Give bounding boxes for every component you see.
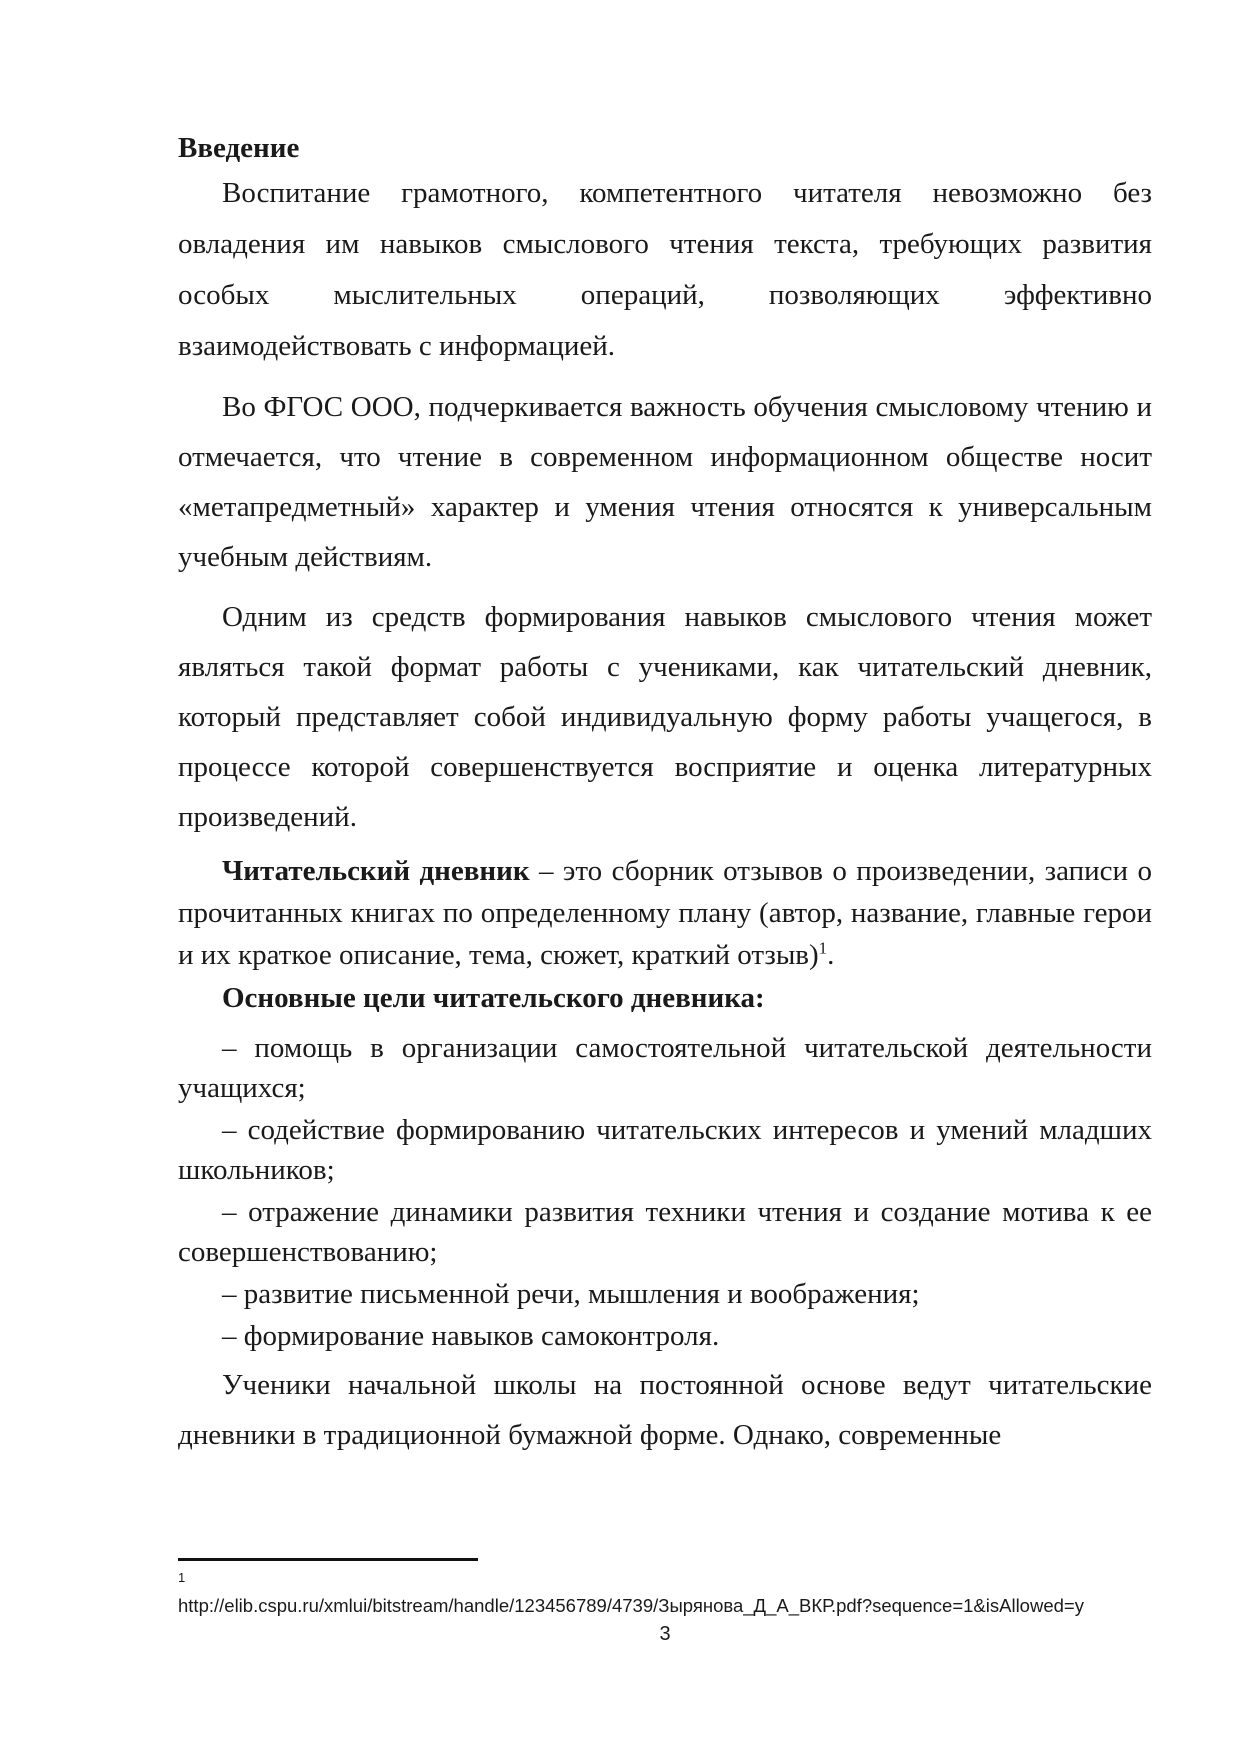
goals-heading: Основные цели читательского дневника: <box>222 982 765 1014</box>
page-content <box>178 128 1152 1460</box>
definition-end: . <box>827 939 835 971</box>
footnote-link[interactable]: http://elib.cspu.ru/xmlui/bitstream/handle/123456789/4739/Зырянова_Д_А_ВКР.pdf?sequence=1&isAllowed=y <box>178 1595 1084 1616</box>
paragraph-fgos: Во ФГОС ООО, подчеркивается важность обучения смысловому чтению и отмечается, что чтение в современном информационном обществе носит «метапредметный» характер и умения чтения относятся к универсальным учебным действиям. <box>178 391 1152 573</box>
goals-list <box>178 1028 1152 1356</box>
paragraph-primary-school: Ученики начальной школы на постоянной основе ведут читательские дневники в традиционной бумажной форме. Однако, современные <box>178 1369 1152 1451</box>
paragraph-intro: Воспитание грамотного, компетентного читателя невозможно без овладения им навыков смыслового чтения текста, требующих развития особых мыслительных операций, позволяющих эффективно взаимодействовать с информацией. <box>178 177 1152 362</box>
section-heading: Введение <box>178 132 300 164</box>
definition-term: Читательский дневник <box>222 855 530 887</box>
page-number: 3 <box>659 1623 671 1645</box>
list-item: – развитие письменной речи, мышления и воображения; <box>222 1278 920 1310</box>
list-item: – отражение динамики развития техники чтения и создание мотива к ее совершенствованию; <box>178 1196 1152 1268</box>
footnote-divider <box>178 1558 478 1561</box>
footnote-number: 1 <box>178 1570 186 1585</box>
paragraph-definition <box>178 850 1152 976</box>
footnote-reference[interactable]: 1 <box>818 938 828 958</box>
list-item: – содействие формированию читательских интересов и умений младших школьников; <box>178 1114 1152 1186</box>
definition-text: – это сборник отзывов о произведении, записи о прочитанных книгах по определенному плану (автор, название, главные герои и их краткое описание, тема, сюжет, краткий отзыв) <box>178 855 1152 971</box>
list-item: – формирование навыков самоконтроля. <box>222 1320 720 1352</box>
list-item: – помощь в организации самостоятельной читательской деятельности учащихся; <box>178 1032 1152 1104</box>
paragraph-means: Одним из средств формирования навыков смыслового чтения может являться такой формат работы с учениками, как читательский дневник, который представляет собой индивидуальную форму работы учащегося, в процессе которой совершенствуется восприятие и оценка литературных произведений. <box>178 601 1152 833</box>
